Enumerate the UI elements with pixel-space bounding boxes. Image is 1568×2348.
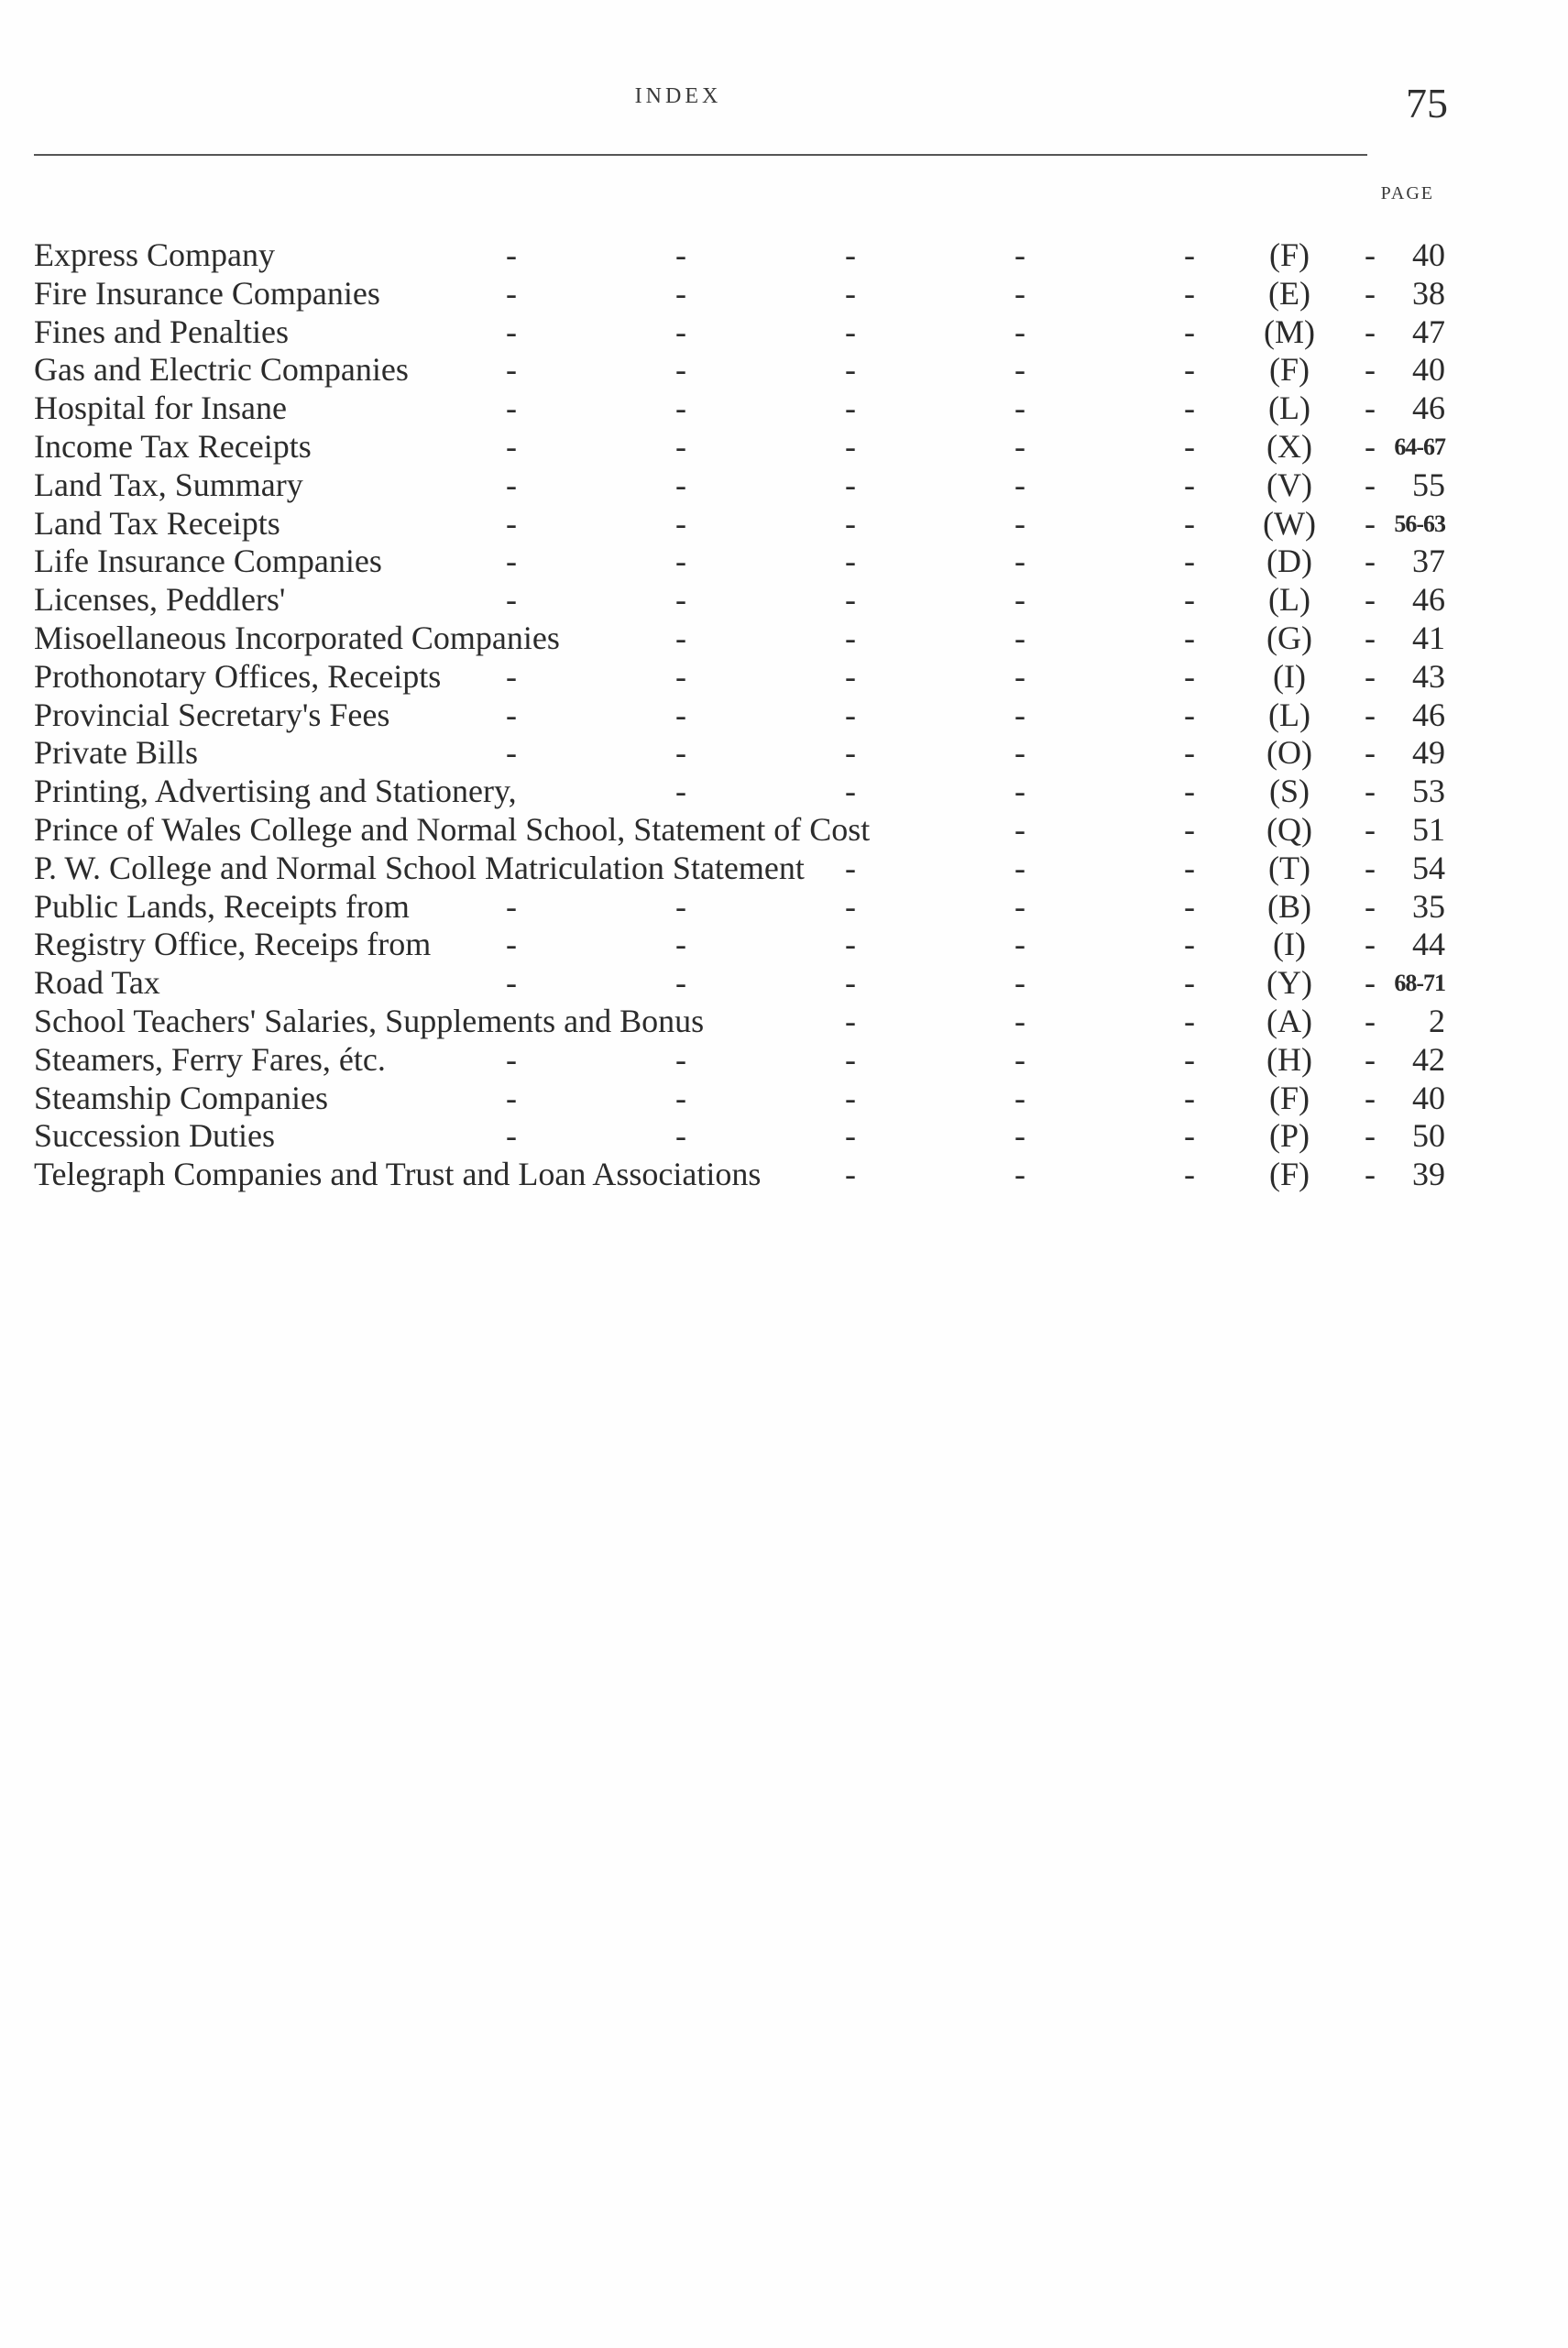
index-entry (34, 1117, 1445, 1156)
leader-dash: - (675, 696, 686, 733)
leader-dash: - (1014, 504, 1025, 542)
index-entry (34, 505, 1445, 543)
entry-subject: Fines and Penalties (34, 313, 289, 350)
entry-page-number: 49 (1412, 734, 1445, 772)
leader-dash: - (675, 964, 686, 1002)
leader-dash: - (1184, 581, 1195, 619)
leader-dash: - (1014, 466, 1025, 503)
leader-dash: - (675, 351, 686, 389)
leader-dash: - (1014, 543, 1025, 580)
leader-dash: - (1014, 1040, 1025, 1078)
leader-dash: - (675, 390, 686, 427)
leader-dash: - (845, 734, 856, 772)
leader-dash: - (506, 427, 517, 465)
leader-dash: - (1014, 427, 1025, 465)
index-entry (34, 697, 1445, 735)
leader-dash: - (1014, 887, 1025, 925)
leader-dash: - (1184, 619, 1195, 656)
leader-dash: - (1184, 887, 1195, 925)
leader-dash: - (1014, 696, 1025, 733)
leader-dash: - (845, 313, 856, 350)
entry-page-number: 55 (1412, 466, 1445, 503)
leader-dash: - (506, 964, 517, 1002)
index-entry (34, 620, 1445, 658)
entry-page-number: 42 (1412, 1040, 1445, 1078)
entry-page-number: 35 (1412, 887, 1445, 925)
leader-dash: - (1184, 351, 1195, 389)
leader-dash: - (675, 581, 686, 619)
entry-schedule-code: (L) (1268, 696, 1310, 733)
leader-dash: - (506, 887, 517, 925)
index-entry (34, 1080, 1445, 1118)
leader-dash: - (845, 390, 856, 427)
leader-dash: - (1184, 390, 1195, 427)
leader-dash: - (845, 543, 856, 580)
index-entry (34, 236, 1445, 275)
entry-page-number: 53 (1412, 773, 1445, 810)
index-entry (34, 466, 1445, 505)
leader-dash: - (675, 619, 686, 656)
entry-page-number: 37 (1412, 543, 1445, 580)
entry-schedule-code: (F) (1269, 1079, 1310, 1116)
leader-dash: - (1014, 926, 1025, 963)
leader-dash: - (1014, 773, 1025, 810)
leader-dash: - (506, 390, 517, 427)
leader-dash: - (1014, 849, 1025, 886)
leader-dash: - (1184, 926, 1195, 963)
entry-schedule-code: (V) (1266, 466, 1312, 503)
entry-schedule-code: (L) (1268, 390, 1310, 427)
entry-schedule-code: (I) (1273, 657, 1306, 695)
entry-separator-dash: - (1365, 1079, 1376, 1116)
index-entry (34, 926, 1445, 964)
leader-dash: - (506, 351, 517, 389)
entry-separator-dash: - (1365, 466, 1376, 503)
leader-dash: - (1184, 773, 1195, 810)
entry-subject: Private Bills (34, 734, 198, 772)
leader-dash: - (1014, 1079, 1025, 1116)
entry-schedule-code: (S) (1269, 773, 1310, 810)
entry-separator-dash: - (1365, 619, 1376, 656)
entry-schedule-code: (X) (1266, 427, 1312, 465)
entry-schedule-code: (H) (1266, 1040, 1312, 1078)
entry-page-number: 40 (1412, 1079, 1445, 1116)
index-entry (34, 428, 1445, 466)
entry-page-number: 38 (1412, 274, 1445, 312)
index-entries (34, 236, 1445, 1194)
leader-dash: - (506, 466, 517, 503)
entry-subject: Prince of Wales College and Normal School, Statement of Cost (34, 810, 871, 848)
leader-dash: - (675, 274, 686, 312)
entry-subject: Misoellaneous Incorporated Companies (34, 619, 560, 656)
leader-dash: - (1184, 1117, 1195, 1155)
leader-dash: - (506, 581, 517, 619)
index-entry (34, 351, 1445, 390)
leader-dash: - (845, 696, 856, 733)
entry-subject: Telegraph Companies and Trust and Loan Associations (34, 1156, 762, 1193)
leader-dash: - (1014, 657, 1025, 695)
entry-page-number: 50 (1412, 1117, 1445, 1155)
leader-dash: - (1014, 1002, 1025, 1039)
leader-dash: - (1184, 543, 1195, 580)
entry-subject: Printing, Advertising and Stationery, (34, 773, 517, 810)
entry-page-number: 39 (1412, 1156, 1445, 1193)
leader-dash: - (675, 466, 686, 503)
index-entry (34, 1156, 1445, 1194)
index-entry (34, 543, 1445, 581)
entry-subject: Land Tax, Summary (34, 466, 303, 503)
leader-dash: - (675, 773, 686, 810)
entry-page-number: 68-71 (1394, 970, 1445, 997)
leader-dash: - (675, 734, 686, 772)
entry-subject: Succession Duties (34, 1117, 275, 1155)
entry-separator-dash: - (1365, 1117, 1376, 1155)
leader-dash: - (1014, 619, 1025, 656)
leader-dash: - (506, 657, 517, 695)
entry-schedule-code: (A) (1266, 1002, 1312, 1039)
leader-dash: - (1184, 964, 1195, 1002)
entry-schedule-code: (W) (1263, 504, 1316, 542)
entry-separator-dash: - (1365, 581, 1376, 619)
leader-dash: - (506, 1117, 517, 1155)
leader-dash: - (845, 619, 856, 656)
entry-subject: Road Tax (34, 964, 160, 1002)
leader-dash: - (1184, 466, 1195, 503)
leader-dash: - (1014, 1117, 1025, 1155)
leader-dash: - (675, 887, 686, 925)
leader-dash: - (675, 313, 686, 350)
entry-schedule-code: (E) (1268, 274, 1310, 312)
leader-dash: - (1184, 1002, 1195, 1039)
entry-separator-dash: - (1365, 773, 1376, 810)
entry-page-number: 47 (1412, 313, 1445, 350)
leader-dash: - (1014, 964, 1025, 1002)
index-entry (34, 581, 1445, 620)
leader-dash: - (845, 236, 856, 273)
entry-page-number: 46 (1412, 390, 1445, 427)
entry-subject: Prothonotary Offices, Receipts (34, 657, 442, 695)
entry-subject: Steamers, Ferry Fares, étc. (34, 1040, 386, 1078)
leader-dash: - (506, 1040, 517, 1078)
leader-dash: - (1014, 236, 1025, 273)
entry-separator-dash: - (1365, 810, 1376, 848)
leader-dash: - (845, 964, 856, 1002)
entry-page-number: 51 (1412, 810, 1445, 848)
entry-subject: Gas and Electric Companies (34, 351, 409, 389)
entry-separator-dash: - (1365, 657, 1376, 695)
leader-dash: - (845, 1079, 856, 1116)
leader-dash: - (845, 427, 856, 465)
entry-separator-dash: - (1365, 313, 1376, 350)
leader-dash: - (845, 504, 856, 542)
leader-dash: - (1014, 351, 1025, 389)
entry-schedule-code: (F) (1269, 1156, 1310, 1193)
entry-separator-dash: - (1365, 390, 1376, 427)
leader-dash: - (1184, 274, 1195, 312)
leader-dash: - (1184, 696, 1195, 733)
leader-dash: - (675, 543, 686, 580)
entry-subject: Steamship Companies (34, 1079, 328, 1116)
header-rule (34, 154, 1367, 156)
leader-dash: - (675, 1040, 686, 1078)
leader-dash: - (845, 1002, 856, 1039)
leader-dash: - (1184, 810, 1195, 848)
entry-subject: Public Lands, Receipts from (34, 887, 410, 925)
entry-page-number: 46 (1412, 696, 1445, 733)
entry-subject: Express Company (34, 236, 275, 273)
leader-dash: - (675, 504, 686, 542)
entry-subject: Life Insurance Companies (34, 543, 382, 580)
leader-dash: - (506, 1079, 517, 1116)
entry-page-number: 46 (1412, 581, 1445, 619)
leader-dash: - (1184, 1156, 1195, 1193)
running-header-title: INDEX (634, 84, 722, 108)
index-entry (34, 850, 1445, 888)
leader-dash: - (1014, 313, 1025, 350)
leader-dash: - (506, 734, 517, 772)
entry-page-number: 56-63 (1394, 510, 1445, 537)
leader-dash: - (1184, 657, 1195, 695)
leader-dash: - (845, 274, 856, 312)
leader-dash: - (506, 543, 517, 580)
leader-dash: - (675, 1117, 686, 1155)
leader-dash: - (675, 657, 686, 695)
leader-dash: - (1184, 236, 1195, 273)
leader-dash: - (506, 274, 517, 312)
leader-dash: - (506, 236, 517, 273)
index-entry (34, 773, 1445, 811)
leader-dash: - (845, 466, 856, 503)
leader-dash: - (1184, 734, 1195, 772)
index-entry (34, 1041, 1445, 1080)
leader-dash: - (1184, 504, 1195, 542)
index-entry (34, 275, 1445, 313)
entry-subject: School Teachers' Salaries, Supplements and Bonus (34, 1002, 705, 1039)
leader-dash: - (675, 926, 686, 963)
index-entry (34, 1003, 1445, 1041)
entry-schedule-code: (B) (1267, 887, 1311, 925)
leader-dash: - (675, 236, 686, 273)
entry-subject: Licenses, Peddlers' (34, 581, 286, 619)
entry-page-number: 44 (1412, 926, 1445, 963)
entry-subject: Income Tax Receipts (34, 427, 312, 465)
leader-dash: - (675, 1079, 686, 1116)
entry-page-number: 64-67 (1394, 433, 1445, 460)
leader-dash: - (1184, 1040, 1195, 1078)
leader-dash: - (845, 1040, 856, 1078)
entry-schedule-code: (M) (1264, 313, 1315, 350)
entry-page-number: 54 (1412, 849, 1445, 886)
entry-subject: P. W. College and Normal School Matriculation Statement (34, 849, 805, 886)
leader-dash: - (845, 581, 856, 619)
entry-separator-dash: - (1365, 236, 1376, 273)
leader-dash: - (1184, 313, 1195, 350)
entry-schedule-code: (I) (1273, 926, 1306, 963)
entry-separator-dash: - (1365, 964, 1376, 1002)
index-entry (34, 390, 1445, 428)
leader-dash: - (1014, 274, 1025, 312)
leader-dash: - (845, 887, 856, 925)
leader-dash: - (1014, 581, 1025, 619)
index-entry (34, 811, 1445, 850)
leader-dash: - (506, 504, 517, 542)
leader-dash: - (845, 849, 856, 886)
leader-dash: - (845, 1117, 856, 1155)
entry-separator-dash: - (1365, 1002, 1376, 1039)
entry-separator-dash: - (1365, 887, 1376, 925)
leader-dash: - (1184, 427, 1195, 465)
leader-dash: - (845, 773, 856, 810)
leader-dash: - (845, 1156, 856, 1193)
entry-schedule-code: (Q) (1266, 810, 1312, 848)
entry-schedule-code: (F) (1269, 236, 1310, 273)
entry-schedule-code: (D) (1266, 543, 1312, 580)
entry-subject: Fire Insurance Companies (34, 274, 380, 312)
leader-dash: - (845, 657, 856, 695)
leader-dash: - (1014, 734, 1025, 772)
leader-dash: - (845, 351, 856, 389)
entry-page-number: 40 (1412, 351, 1445, 389)
entry-schedule-code: (L) (1268, 581, 1310, 619)
entry-page-number: 41 (1412, 619, 1445, 656)
leader-dash: - (675, 427, 686, 465)
entry-page-number: 40 (1412, 236, 1445, 273)
entry-separator-dash: - (1365, 734, 1376, 772)
index-entry (34, 313, 1445, 352)
entry-separator-dash: - (1365, 696, 1376, 733)
index-entry (34, 734, 1445, 773)
leader-dash: - (1014, 810, 1025, 848)
entry-separator-dash: - (1365, 543, 1376, 580)
entry-subject: Land Tax Receipts (34, 504, 280, 542)
index-entry (34, 964, 1445, 1003)
leader-dash: - (506, 696, 517, 733)
index-entry (34, 888, 1445, 927)
entry-schedule-code: (G) (1266, 619, 1312, 656)
entry-separator-dash: - (1365, 504, 1376, 542)
entry-schedule-code: (F) (1269, 351, 1310, 389)
leader-dash: - (506, 313, 517, 350)
entry-schedule-code: (O) (1266, 734, 1312, 772)
entry-separator-dash: - (1365, 849, 1376, 886)
entry-subject: Registry Office, Receips from (34, 926, 432, 963)
entry-schedule-code: (Y) (1266, 964, 1312, 1002)
page-number: 75 (1406, 80, 1448, 126)
leader-dash: - (1184, 849, 1195, 886)
index-entry (34, 658, 1445, 697)
entry-separator-dash: - (1365, 274, 1376, 312)
page-column-label: PAGE (1380, 183, 1434, 203)
entry-page-number: 2 (1429, 1002, 1445, 1039)
entry-separator-dash: - (1365, 351, 1376, 389)
entry-separator-dash: - (1365, 926, 1376, 963)
leader-dash: - (1014, 1156, 1025, 1193)
leader-dash: - (1014, 390, 1025, 427)
entry-separator-dash: - (1365, 427, 1376, 465)
entry-separator-dash: - (1365, 1156, 1376, 1193)
entry-separator-dash: - (1365, 1040, 1376, 1078)
entry-schedule-code: (T) (1268, 849, 1310, 886)
entry-subject: Hospital for Insane (34, 390, 287, 427)
entry-page-number: 43 (1412, 657, 1445, 695)
leader-dash: - (506, 926, 517, 963)
entry-subject: Provincial Secretary's Fees (34, 696, 390, 733)
leader-dash: - (845, 926, 856, 963)
entry-schedule-code: (P) (1269, 1117, 1310, 1155)
leader-dash: - (1184, 1079, 1195, 1116)
